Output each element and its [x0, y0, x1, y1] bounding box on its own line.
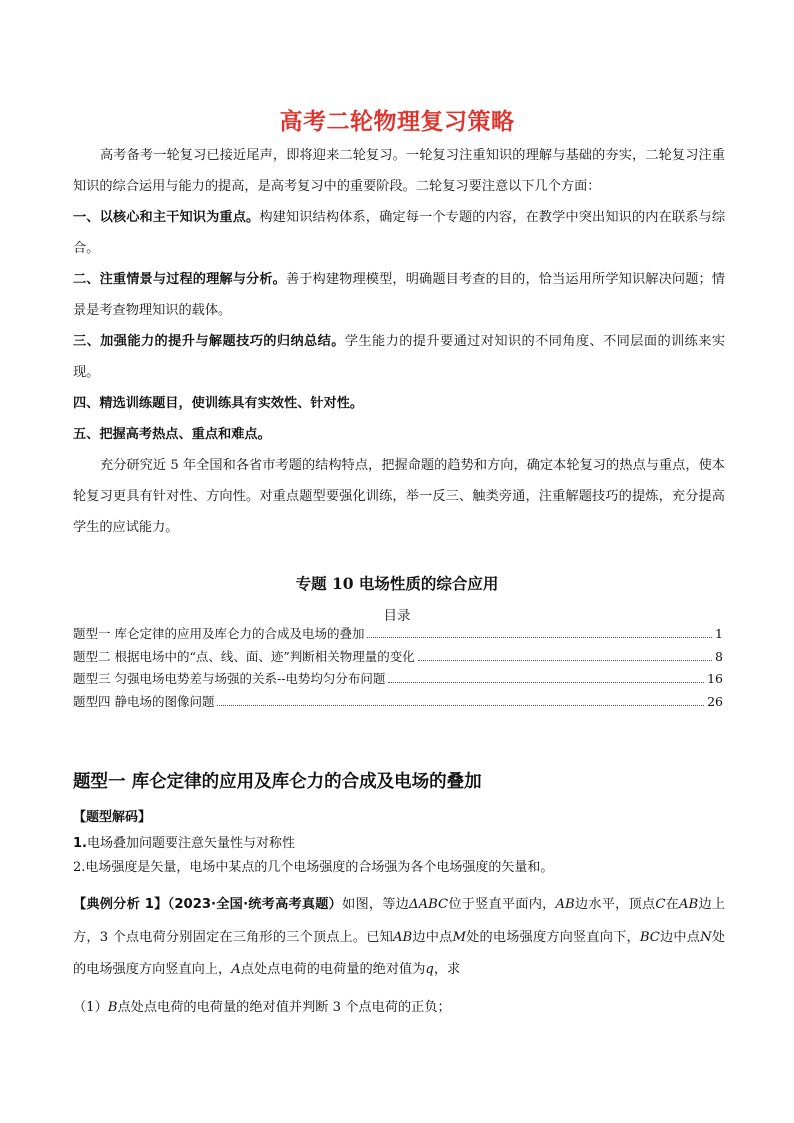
example-1	[73, 889, 725, 987]
toc-entry[interactable]	[73, 669, 723, 692]
example-text: 位于竖直平面内，	[448, 897, 556, 912]
intro-paragraph: 高考备考一轮复习已接近尾声，即将迎来二轮复习。一轮复习注重知识的理解与基础的夯实，二轮复习注重知识的综合运用与能力的提高，是高考复习中的重要阶段。二轮复习要注意以下几个方面：	[73, 148, 725, 194]
table-of-contents	[73, 624, 723, 714]
math-q: q	[425, 962, 434, 977]
math-m: M	[452, 929, 466, 945]
toc-entry[interactable]	[73, 647, 723, 670]
point-2-heading: 二、注重情景与过程的理解与分析。	[73, 272, 286, 287]
toc-leader	[388, 682, 704, 683]
toc-entry[interactable]	[73, 692, 723, 715]
toc-entry-label: 题型二 根据电场中的“点、线、面、迹”判断相关物理量的变化	[73, 648, 415, 664]
math-n: N	[700, 929, 712, 945]
example-text: 如图，等边	[342, 897, 410, 912]
example-text: 点处点电荷的电荷量的绝对值为	[240, 962, 426, 977]
point-4	[73, 388, 725, 419]
strategy-body	[73, 140, 725, 543]
math-ab: AB	[555, 897, 575, 912]
point-3-text: 学生能力的提升要通过对知识的不同角度、不同层面的训练来实现。	[73, 334, 726, 380]
point-2-text: 善于构建物理模型，明确题目考查的目的，恰当运用所学知识解决问题；情景是考查物理知识的载体。	[73, 272, 725, 318]
point-3-heading: 三、加强能力的提升与解题技巧的归纳总结。	[73, 334, 345, 349]
example-label: 【典例分析 1】（2023·全国·统考高考真题）	[73, 897, 343, 912]
toc-entry-page: 8	[715, 648, 723, 664]
decode-point-2: 2.电场强度是矢量，电场中某点的几个电场强度的合场强为各个电场强度的矢量和。	[73, 860, 554, 875]
toc-entry-page: 1	[715, 626, 723, 641]
example-text: 边上方，3 个点电荷分别固定在三角形的三个顶点上。已知	[73, 897, 726, 945]
toc-leader	[217, 705, 704, 706]
example-text: 处的电场强度方向竖直向上，	[73, 929, 726, 977]
math-triangle: ΔABC	[409, 897, 449, 912]
decode-point-1-text: 电场叠加问题要注意矢量性与对称性	[86, 836, 295, 851]
toc-leader	[418, 660, 712, 661]
topic-title: 专题 10 电场性质的综合应用	[295, 574, 499, 593]
point-5-heading: 五、把握高考热点、重点和难点。	[73, 427, 271, 442]
toc-entry-label: 题型四 静电场的图像问题	[73, 693, 215, 709]
example-text: 边水平，顶点	[574, 897, 656, 912]
closing-paragraph: 充分研究近 5 年全国和各省市考题的结构特点，把握命题的趋势和方向，确定本轮复习的热点与重点，使本轮复习更具有针对性、方向性。对重点题型要强化训练，举一反三、触类旁通，注重解题技巧的提炼，充分提高学生的应试能力。	[73, 458, 725, 535]
math-a: A	[231, 962, 241, 977]
point-4-heading: 四、精选训练题目，使训练具有实效性、针对性。	[73, 396, 364, 411]
toc-leader	[367, 637, 712, 638]
example-text: 边中点	[659, 929, 701, 945]
toc-entry-page: 16	[707, 671, 723, 686]
example-text: 处的电场强度方向竖直向下，	[465, 929, 640, 945]
math-c: C	[655, 897, 666, 912]
math-ab: AB	[393, 929, 413, 945]
decode-point-1	[73, 832, 725, 851]
point-1-heading: 一、以核心和主干知识为重点。	[73, 210, 260, 225]
toc-title: 目录	[383, 608, 411, 624]
point-5	[73, 419, 725, 450]
question-text: 点处点电荷的电荷量的绝对值并判断 3 个点电荷的正负；	[117, 1000, 451, 1015]
example-text: 在	[665, 897, 680, 912]
math-ab: AB	[679, 897, 699, 912]
math-b: B	[107, 1000, 118, 1015]
toc-entry-page: 26	[707, 693, 723, 709]
math-bc: BC	[639, 929, 660, 945]
section-heading: 题型一 库仑定律的应用及库仑力的合成及电场的叠加	[73, 772, 482, 792]
point-1	[73, 202, 725, 264]
decode-label: 【题型解码】	[73, 810, 152, 825]
toc-entry-label: 题型三 匀强电场电势差与场强的关系--电势均匀分布问题	[73, 671, 386, 686]
document-title: 高考二轮物理复习策略	[279, 109, 515, 135]
point-1-text: 构建知识结构体系，确定每一个专题的内容，在教学中突出知识的内在联系与综合。	[73, 210, 726, 256]
toc-entry-label: 题型一 库仑定律的应用及库仑力的合成及电场的叠加	[73, 626, 365, 641]
question-1	[73, 996, 725, 1015]
point-2	[73, 264, 725, 326]
example-text: 边中点	[412, 929, 453, 945]
question-number: （1）	[73, 1000, 108, 1015]
decode-point-1-number: 1.	[73, 836, 87, 851]
example-text: ，求	[433, 962, 461, 977]
point-3	[73, 326, 725, 388]
toc-entry[interactable]	[73, 624, 723, 647]
